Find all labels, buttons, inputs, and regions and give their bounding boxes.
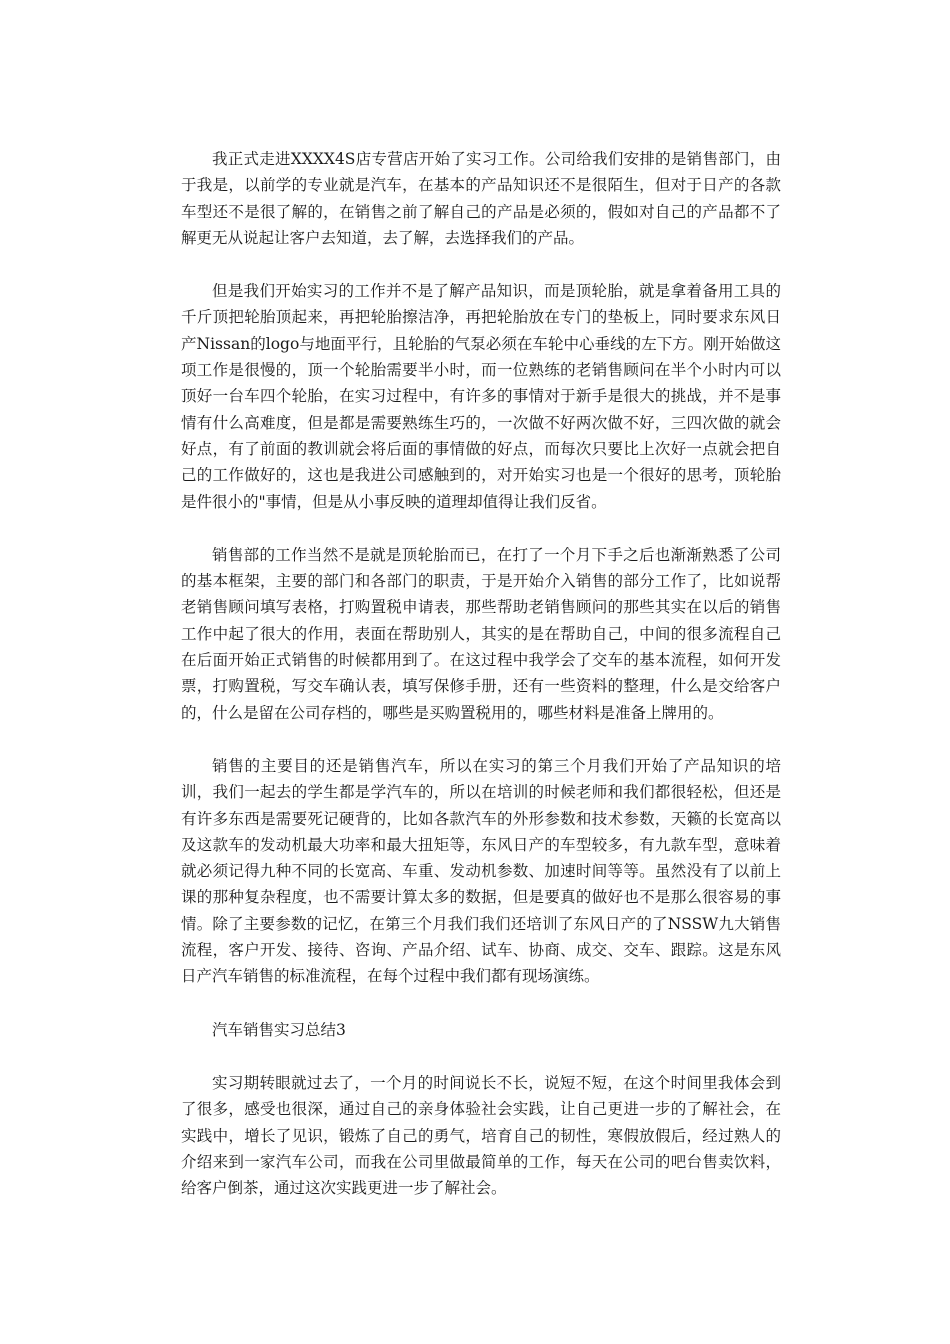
paragraph-internship-start: 我正式走进XXXX4S店专营店开始了实习工作。公司给我们安排的是销售部门，由于我是，以前学的专业就是汽车，在基本的产品知识还不是很陌生，但对于日产的各款车型还不是很了解的，在销售之前了解自己的产品是必须的，假如对自己的产品都不了解更无从说起让客户去知道，去了解，去选择我们的产品。 xyxy=(181,150,781,247)
document-body xyxy=(181,146,781,1228)
paragraph-summary: 实习期转眼就过去了，一个月的时间说长不长，说短不短，在这个时间里我体会到了很多，感受也很深，通过自己的亲身体验社会实践，让自己更进一步的了解社会，在实践中，增长了见识，锻炼了自己的勇气，培育自己的韧性，寒假放假后，经过熟人的介绍来到一家汽车公司，而我在公司里做最简单的工作，每天在公司的吧台售卖饮料，给客户倒茶，通过这次实践更进一步了解社会。 xyxy=(181,1073,781,1198)
paragraph-tire-work: 但是我们开始实习的工作并不是了解产品知识，而是顶轮胎，就是拿着备用工具的千斤顶把轮胎顶起来，再把轮胎擦洁净，再把轮胎放在专门的垫板上，同时要求东风日产Nissan的logo与地面平行，且轮胎的气泵必须在车轮中心垂线的左下方。刚开始做这项工作是很慢的，顶一个轮胎需要半小时，而一位熟练的老销售顾问在半个小时内可以顶好一台车四个轮胎，在实习过程中，有许多的事情对于新手是很大的挑战，并不是事情有什么高难度，但是都是需要熟练生巧的，一次做不好两次做不好，三四次做的就会好点，有了前面的教训就会将后面的事情做的好点，而每次只要比上次好一点就会把自己的工作做好的，这也是我进公司感触到的，对开始实习也是一个很好的思考，顶轮胎是件很小的"事情，但是从小事反映的道理却值得让我们反省。 xyxy=(181,282,781,511)
paragraph-sales-department: 销售部的工作当然不是就是顶轮胎而已，在打了一个月下手之后也渐渐熟悉了公司的基本框架，主要的部门和各部门的职责，于是开始介入销售的部分工作了，比如说帮老销售顾问填写表格，打购置税申请表，那些帮助老销售顾问的那些其实在以后的销售工作中起了很大的作用，表面在帮助别人，其实的是在帮助自己，中间的很多流程自己在后面开始正式销售的时候都用到了。在这过程中我学会了交车的基本流程，如何开发票，打购置税，写交车确认表，填写保修手册，还有一些资料的整理，什么是交给客户的，什么是留在公司存档的，哪些是买购置税用的，哪些材料是准备上牌用的。 xyxy=(181,545,781,722)
paragraph-product-training: 销售的主要目的还是销售汽车，所以在实习的第三个月我们开始了产品知识的培训，我们一起去的学生都是学汽车的，所以在培训的时候老师和我们都很轻松，但还是有许多东西是需要死记硬背的，比如各款汽车的外形参数和技术参数，天籁的长宽高以及这款车的发动机最大功率和最大扭矩等，东风日产的车型较多，有九款车型，意味着就必须记得九种不同的长宽高、车重、发动机参数、加速时间等等。虽然没有了以前上课的那种复杂程度，也不需要计算太多的数据，但是要真的做好也不是那么很容易的事情。除了主要参数的记忆，在第三个月我们我们还培训了东风日产的了NSSW九大销售流程，客户开发、接待、咨询、产品介绍、试车、协商、成交、交车、跟踪。这是东风日产汽车销售的标准流程，在每个过程中我们都有现场演练。 xyxy=(181,756,781,986)
section-heading: 汽车销售实习总结3 xyxy=(212,1020,346,1039)
